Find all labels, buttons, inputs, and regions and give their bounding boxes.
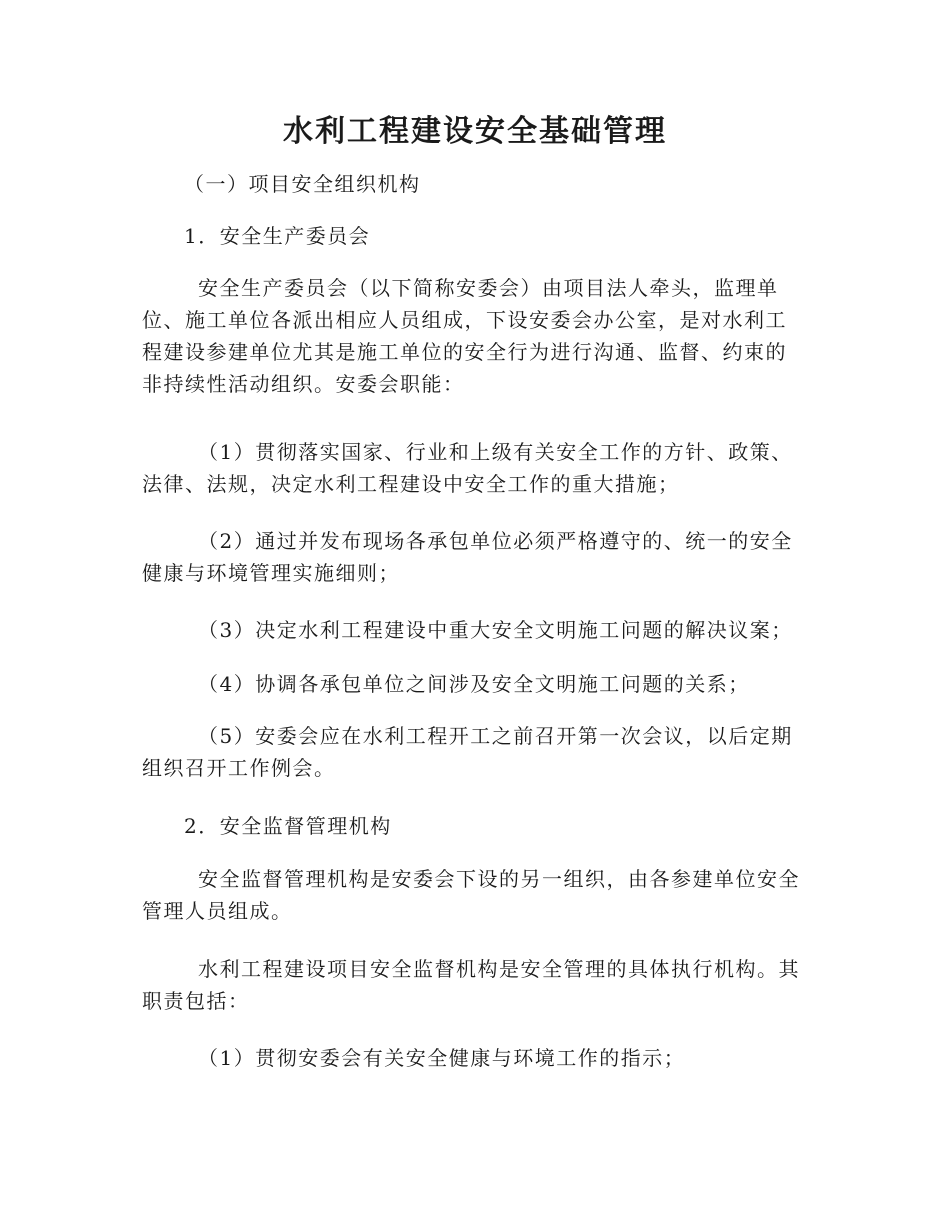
- document-title: 水利工程建设安全基础管理: [283, 114, 667, 149]
- paragraph-item-4: （4）协调各承包单位之间涉及安全文明施工问题的关系；: [198, 672, 750, 696]
- paragraph-item-3: （3）决定水利工程建设中重大安全文明施工问题的解决议案；: [198, 618, 793, 642]
- paragraph-item-2: （2）通过并发布现场各承包单位必须严格遵守的、统一的安全健康与环境管理实施细则；: [142, 529, 793, 585]
- paragraph-item-1: （1）贯彻落实国家、行业和上级有关安全工作的方针、政策、法律、法规，决定水利工程建设中安全工作的重大措施；: [142, 440, 793, 496]
- section-heading-project-safety-organization: （一）项目安全组织机构: [184, 172, 421, 196]
- paragraph-committee-intro: 安全生产委员会（以下简称安委会）由项目法人牵头，监理单位、施工单位各派出相应人员组成，下设安委会办公室，是对水利工程建设参建单位尤其是施工单位的安全行为进行沟通、监督、约束的非持续性活动组织。安委会职能：: [142, 276, 787, 396]
- subsection-heading-safety-committee: 1．安全生产委员会: [184, 224, 371, 248]
- paragraph-supervision-duties: 水利工程建设项目安全监督机构是安全管理的具体执行机构。其职责包括：: [142, 957, 800, 1013]
- paragraph-item-5: （5）安委会应在水利工程开工之前召开第一次会议，以后定期组织召开工作例会。: [142, 724, 793, 780]
- subsection-heading-safety-supervision: 2．安全监督管理机构: [184, 814, 392, 838]
- paragraph-supervision-intro: 安全监督管理机构是安委会下设的另一组织，由各参建单位安全管理人员组成。: [142, 867, 800, 923]
- paragraph-duty-item-1: （1）贯彻安委会有关安全健康与环境工作的指示；: [198, 1046, 686, 1070]
